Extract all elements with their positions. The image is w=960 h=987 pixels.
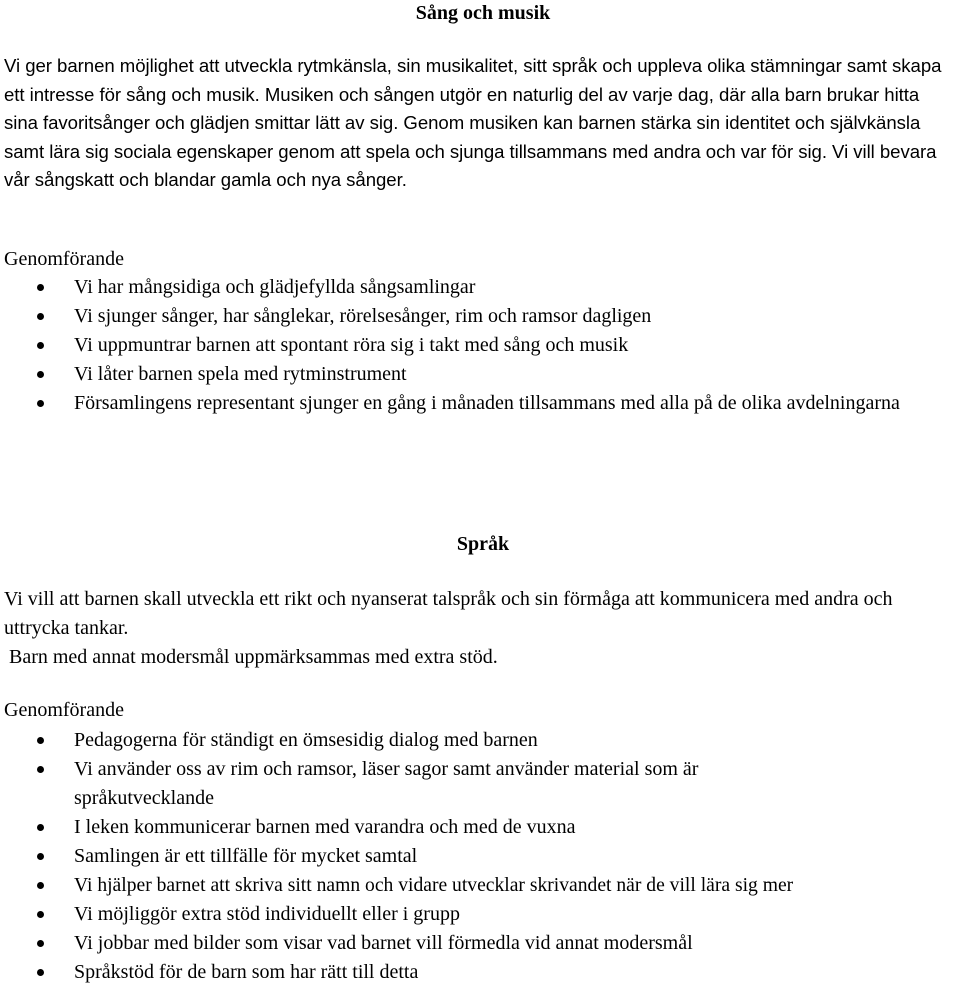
list-item-text: Församlingens representant sjunger en gång i månaden tillsammans med alla på de olika avdelningarna — [74, 392, 900, 414]
list-item-text: Språkstöd för de barn som har rätt till detta — [74, 961, 419, 983]
bullet-icon — [37, 766, 44, 773]
list-item-text: Vi låter barnen spela med rytminstrument — [74, 363, 407, 385]
bullet-icon — [37, 882, 44, 889]
list-item-text: Vi sjunger sånger, har sånglekar, rörelsesånger, rim och ramsor dagligen — [74, 305, 652, 327]
bullet-list-sprak — [0, 726, 960, 987]
section-title-sang-och-musik: Sång och musik — [415, 2, 551, 24]
list-item-text: Vi uppmuntrar barnen att spontant röra sig i takt med sång och musik — [74, 334, 629, 356]
list-item-text: Vi möjliggör extra stöd individuellt eller i grupp — [74, 903, 460, 925]
section-heading-genomforande: Genomförande — [4, 248, 124, 270]
bullet-list-musik — [0, 273, 960, 418]
list-item — [0, 755, 960, 813]
list-item — [0, 273, 960, 302]
list-item-text: I leken kommunicerar barnen med varandra och med de vuxna — [74, 816, 576, 838]
bullet-icon — [37, 911, 44, 918]
section-title-sprak: Språk — [456, 533, 510, 555]
list-item-text: Vi har mångsidiga och glädjefyllda sångsamlingar — [74, 276, 476, 298]
section-heading-genomforande: Genomförande — [4, 699, 124, 721]
bullet-icon — [37, 940, 44, 947]
section-intro-paragraph-2: Barn med annat modersmål uppmärksammas med extra stöd. — [9, 646, 498, 668]
bullet-icon — [37, 313, 44, 320]
list-item — [0, 813, 960, 842]
list-item — [0, 958, 960, 987]
bullet-icon — [37, 400, 44, 407]
list-item — [0, 900, 960, 929]
list-item — [0, 360, 960, 389]
bullet-icon — [37, 342, 44, 349]
list-item — [0, 302, 960, 331]
list-item — [0, 929, 960, 958]
list-item — [0, 389, 960, 418]
list-item-text: Samlingen är ett tillfälle för mycket samtal — [74, 845, 418, 867]
bullet-icon — [37, 853, 44, 860]
bullet-icon — [37, 969, 44, 976]
bullet-icon — [37, 824, 44, 831]
list-item — [0, 842, 960, 871]
list-item-text: Vi jobbar med bilder som visar vad barnet vill förmedla vid annat modersmål — [74, 932, 693, 954]
bullet-icon — [37, 371, 44, 378]
list-item — [0, 726, 960, 755]
bullet-icon — [37, 737, 44, 744]
list-item — [0, 331, 960, 360]
list-item-text: Pedagogerna för ständigt en ömsesidig dialog med barnen — [74, 729, 538, 751]
section-intro-paragraph: Vi vill att barnen skall utveckla ett rikt och nyanserat talspråk och sin förmåga att kommunicera med andra och uttrycka tankar. — [4, 588, 893, 639]
list-item-text: Vi använder oss av rim och ramsor, läser sagor samt använder material som är språkutvecklande — [74, 758, 699, 809]
list-item-text: Vi hjälper barnet att skriva sitt namn och vidare utvecklar skrivandet när de vill lära sig mer — [74, 875, 794, 896]
bullet-icon — [37, 284, 44, 291]
list-item — [0, 871, 960, 900]
section-intro-paragraph: Vi ger barnen möjlighet att utveckla rytmkänsla, sin musikalitet, sitt språk och uppleva olika stämningar samt skapa ett intresse för sång och musik. Musiken och sången utgör en naturlig del av varje dag, där alla barn brukar hitta sina favoritsånger och glädjen smittar lätt av sig. Genom musiken kan barnen stärka sin identitet och självkänsla samt lära sig sociala egenskaper genom att spela och sjunga tillsammans med andra och var för sig. Vi vill bevara vår sångskatt och blandar gamla och nya sånger. — [4, 55, 942, 191]
